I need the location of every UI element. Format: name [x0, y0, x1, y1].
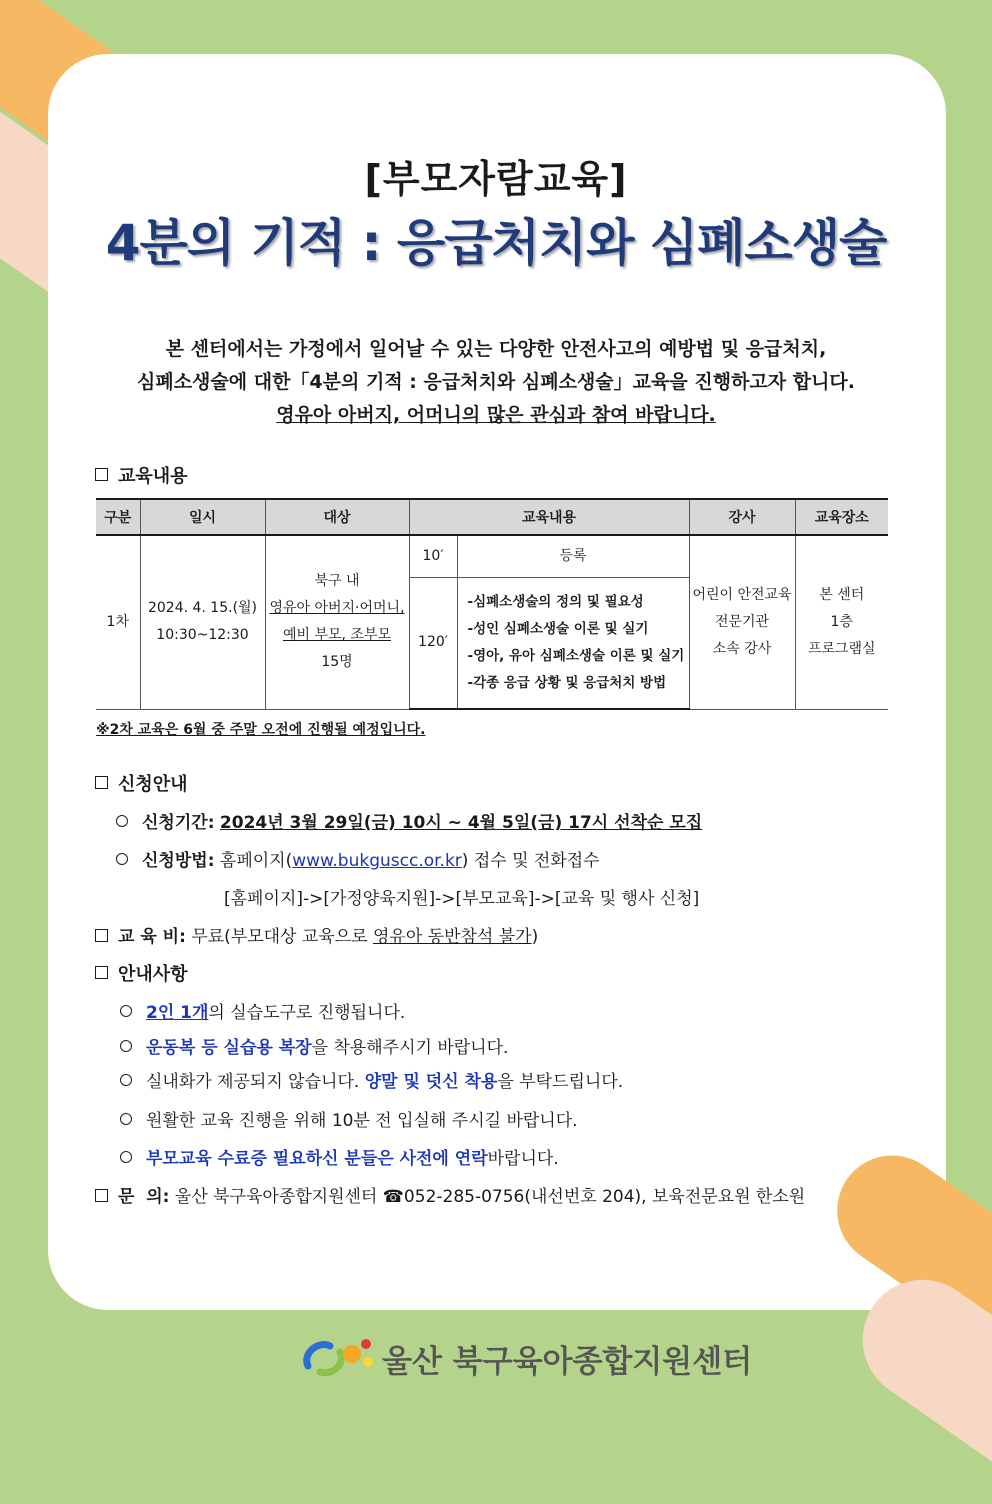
education-table [96, 498, 888, 710]
cell-item-list [457, 577, 689, 709]
guide-item-4: 원활한 교육 진행을 위해 10분 전 입실해 주시길 바랍니다. [120, 1106, 578, 1131]
header-content: 교육내용 [409, 499, 689, 535]
header-date: 일시 [140, 499, 265, 535]
place-line: 프로그램실 [807, 640, 876, 657]
circle-bullet-icon [120, 1005, 132, 1017]
table-row [96, 535, 888, 577]
cell-place [795, 535, 888, 709]
center-logo-icon [300, 1332, 380, 1380]
header-target: 대상 [265, 499, 409, 535]
intro-line-2: 심폐소생술에 대한「4분의 기적 : 응급처치와 심폐소생술」교육을 진행하고자 합니다. [136, 371, 856, 393]
circle-bullet-icon [120, 1151, 132, 1163]
target-line: 북구 내 [314, 573, 360, 590]
instructor-line: 전문기관 [714, 613, 770, 630]
application-method: 신청방법: 홈페이지(www.bukguscc.or.kr) 접수 및 전화접수 [116, 846, 600, 871]
table-header-row [96, 499, 888, 535]
header-round: 구분 [96, 499, 140, 535]
cell-round: 1차 [96, 535, 140, 709]
guide-item-3: 실내화가 제공되지 않습니다. 양말 및 덧신 착용을 부탁드립니다. [120, 1067, 623, 1092]
cell-item-1: 등록 [457, 535, 689, 577]
header-instructor: 강사 [689, 499, 795, 535]
contact-line: 문 의: 울산 북구육아종합지원센터 ☎052-285-0756(내선번호 204), 보육전문요원 한소원 [95, 1182, 805, 1207]
cell-duration-2: 120′ [409, 577, 457, 709]
section-education-content: 교육내용 [95, 462, 188, 488]
target-line: 영유아 아버지·어머니, [269, 600, 405, 617]
document-subtitle: [부모자람교육] [364, 157, 628, 201]
list-item: -각종 응급 상황 및 응급처치 방법 [467, 674, 667, 691]
cell-target [265, 535, 409, 709]
second-session-note: ※2차 교육은 6월 중 주말 오전에 진행될 예정입니다. [96, 722, 426, 738]
center-logo-text: 울산 북구육아종합지원센터 [382, 1344, 753, 1380]
guide-item-2: 운동복 등 실습용 복장을 착용해주시기 바랍니다. [120, 1033, 508, 1058]
instructor-line: 소속 강사 [712, 640, 772, 657]
target-line: 예비 부모, 조부모 [282, 627, 392, 644]
intro-line-3: 영유아 아버지, 어머니의 많은 관심과 참여 바랍니다. [276, 404, 716, 426]
circle-bullet-icon [116, 815, 128, 827]
document-title: 4분의 기적 : 응급처치와 심폐소생술 [105, 214, 887, 272]
circle-bullet-icon [120, 1113, 132, 1125]
square-bullet-icon [95, 776, 108, 789]
circle-bullet-icon [120, 1040, 132, 1052]
application-period: 신청기간: 2024년 3월 29일(금) 10시 ~ 4월 5일(금) 17시 선착순 모집 [116, 808, 702, 833]
time-text: 10:30~12:30 [156, 627, 249, 644]
guide-item-5: 부모교육 수료증 필요하신 분들은 사전에 연락바랍니다. [120, 1144, 559, 1169]
square-bullet-icon [95, 468, 108, 481]
list-item: -영아, 유아 심폐소생술 이론 및 실기 [467, 647, 685, 664]
list-item: -성인 심폐소생술 이론 및 실기 [467, 620, 649, 637]
section-guide: 안내사항 [95, 960, 188, 986]
circle-bullet-icon [116, 853, 128, 865]
instructor-line: 어린이 안전교육 [692, 586, 792, 603]
place-line: 1층 [830, 613, 853, 630]
section-application: 신청안내 [95, 770, 188, 796]
place-line: 본 센터 [819, 586, 865, 603]
cell-date [140, 535, 265, 709]
homepage-link[interactable]: www.bukguscc.or.kr [292, 851, 462, 871]
circle-bullet-icon [120, 1074, 132, 1086]
target-line: 15명 [321, 654, 353, 671]
header-place: 교육장소 [795, 499, 888, 535]
square-bullet-icon [95, 929, 108, 942]
guide-item-1: 2인 1개의 실습도구로 진행됩니다. [120, 998, 405, 1023]
cell-instructor [689, 535, 795, 709]
date-text: 2024. 4. 15.(월) [147, 600, 258, 617]
list-item: -심폐소생술의 정의 및 필요성 [467, 593, 644, 610]
cell-duration-1: 10′ [409, 535, 457, 577]
fee-line: 교 육 비: 무료(부모대상 교육으로 영유아 동반참석 불가) [95, 922, 538, 947]
application-path: [홈페이지]->[가정양육지원]->[부모교육]->[교육 및 행사 신청] [224, 889, 700, 909]
square-bullet-icon [95, 966, 108, 979]
square-bullet-icon [95, 1189, 108, 1202]
intro-line-1: 본 센터에서는 가정에서 일어날 수 있는 다양한 안전사고의 예방법 및 응급처치, [165, 338, 827, 360]
center-logo [300, 1332, 753, 1380]
